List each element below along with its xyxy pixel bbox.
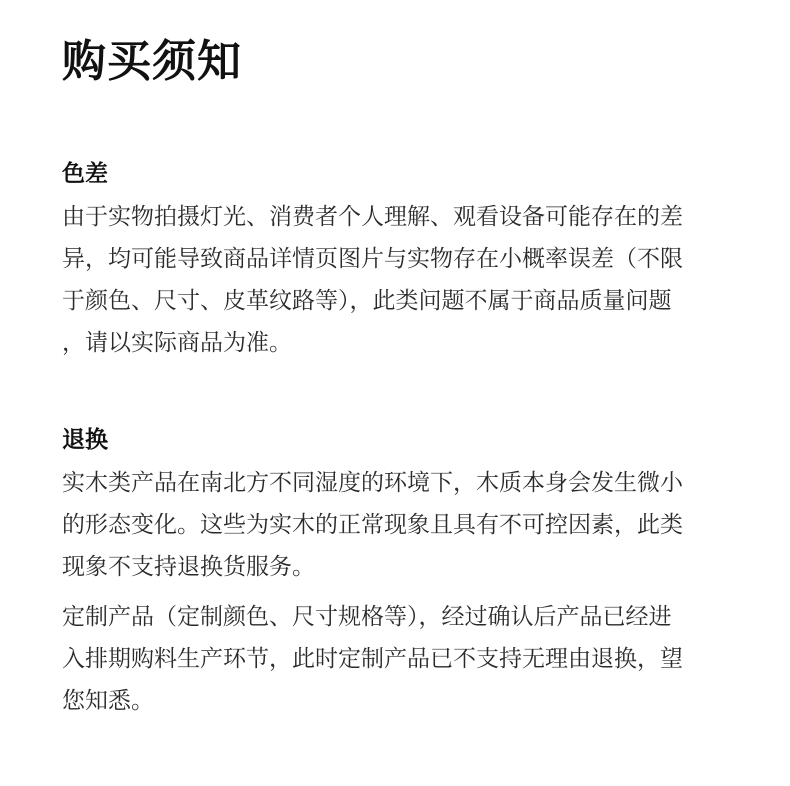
custom-product-paragraph (62, 596, 762, 722)
paragraph-line: 定制产品（定制颜色、尺寸规格等），经过确认后产品已经进 (62, 604, 672, 630)
paragraph-line: 异，均可能导致商品详情页图片与实物存在小概率误差（不限 (62, 246, 683, 272)
solid-wood-paragraph (62, 462, 762, 588)
paragraph-line: 于颜色、尺寸、皮革纹路等），此类问题不属于商品质量问题 (62, 288, 672, 314)
paragraph-line: 您知悉。 (62, 688, 154, 714)
paragraph-line: ，请以实际商品为准。 (62, 330, 292, 356)
paragraph-line: 入排期购料生产环节，此时定制产品已不支持无理由退换，望 (62, 646, 683, 672)
page-title: 购买须知 (62, 36, 242, 87)
section-heading-color-difference: 色差 (62, 161, 108, 187)
paragraph-line: 现象不支持退换货服务。 (62, 554, 315, 580)
paragraph-line: 由于实物拍摄灯光、消费者个人理解、观看设备可能存在的差 (62, 204, 683, 230)
paragraph-line: 实木类产品在南北方不同湿度的环境下，木质本身会发生微小 (62, 470, 683, 496)
section-heading-returns: 退换 (62, 427, 108, 453)
color-difference-paragraph (62, 196, 762, 364)
paragraph-line: 的形态变化。这些为实木的正常现象且具有不可控因素，此类 (62, 512, 683, 538)
